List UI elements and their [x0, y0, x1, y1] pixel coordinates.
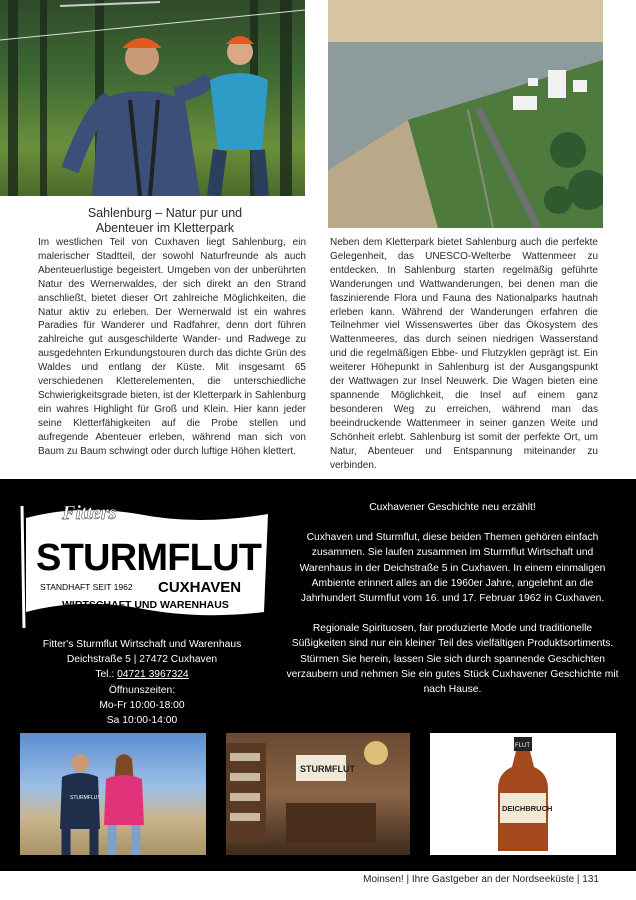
story-paragraph-2: Regionale Spirituosen, fair produzierte Mode und traditionelle Süßigkeiten sind nur ein kleiner Teil des vielfältigen Produktsortiments. Stürmen Sie herein, lassen Sie sich durch spannende Geschichten verzaubern und nehmen Sie ein gutes Stück Cuxhavener Geschichte mit nach Hause. [286, 623, 619, 696]
logo-city: CUXHAVEN [158, 579, 242, 596]
sturmflut-logo [18, 500, 274, 630]
climbing-park-photo [0, 0, 305, 196]
shop-street: Deichstraße 5 | 27472 Cuxhaven [66, 654, 218, 666]
store-sign-text: STURMFLUT [300, 764, 355, 774]
shirt-logo-text: STURMFLUT [70, 795, 101, 801]
owners-on-beach-photo [20, 733, 206, 855]
story-paragraph-1: Cuxhaven und Sturmflut, diese beiden Themen gehören einfach zusammen. Sie laufen zusammen im Sturmflut Wirtschaft und Warenhaus in der Deichstraße 5 in Cuxhaven. In einem einmaligen Ambiente erinnert alles an die 1960er Jahre, angelehnt an die Jahrhundert Sturmflut vom 16. und 17. Februar 1962 in Cuxhaven. [299, 532, 606, 605]
bottle-top-text: FLUT [515, 743, 530, 749]
logo-script: Fitters [62, 502, 117, 524]
story-title: Cuxhavener Geschichte neu erzählt! [369, 502, 536, 513]
logo-title: STURMFLUT [36, 537, 262, 579]
hours-weekday: Mo-Fr 10:00-18:00 [99, 699, 185, 711]
liquor-bottle-photo [430, 733, 616, 855]
phone-label: Tel.: [95, 669, 115, 681]
hours-saturday: Sa 10:00-14:00 [106, 715, 178, 727]
page-footer: Moinsen! | Ihre Gastgeber an der Nordseeküste | 131 [363, 874, 599, 885]
bottle-label-text: DEICHBRUCH [502, 804, 553, 813]
shop-name: Fitter's Sturmflut Wirtschaft und Warenhaus [42, 639, 242, 650]
store-interior-photo [226, 733, 410, 855]
headline-line-2: Abenteuer im Kletterpark [95, 221, 235, 235]
article-column-left: Im westlichen Teil von Cuxhaven liegt Sahlenburg, ein malerischer Stadtteil, der sowohl Naturfreunde als auch Abenteuerlustige begeistert. Umgeben von der unberührten Natur des Wernerwaldes, der sich direkt an den Strand anschließt, bietet dieser Ort zahlreiche Möglichkeiten, die Natur aktiv zu erleben. Der Wernerwald ist ein wahres Paradies für Wanderer und Radfahrer, denn dort führen zahlreiche gut ausgeschilderte Wander- und Radwege zu ausgedehnten Erkundungstouren durch das dichte Grün des Waldes und entlang der Küste. Mit insgesamt 65 verschiedenen Kletterelementen, die unterschiedliche Schwierigkeitsgrade bieten, ist der Kletterpark in Sahlenburg ein wahres Highlight für Groß und Klein. Hier kann jeder seine Kletterfähigkeiten auf die Probe stellen und aufregende Abenteuer erleben, während man sich von Baum zu Baum schwingt oder durch luftige Höhen klettert. [38, 237, 306, 457]
shop-phone-line [22, 667, 262, 682]
article-column-right: Neben dem Kletterpark bietet Sahlenburg auch die perfekte Gelegenheit, das UNESCO-Welterbe Wattenmeer zu entdecken. In Sahlenburg starten regelmäßig geführte Wanderungen und Wattwanderungen, bei denen man die faszinierende Flora und Fauna des Nationalparks hautnah erleben kann. Während der Wanderungen erfahren die Teilnehmer viel Wissenswertes über das Ökosystem des Wattenmeeres, das durch seinen niedrigen Wasserstand und die regelmäßigen Ebbe- und Flutzyklen geprägt ist. Ein weiterer Höhepunkt in Sahlenburg ist der Ausgangspunkt der Wattwagen zur Insel Neuwerk. Die Wagen bieten eine spannende Möglichkeit, die Insel auf einem ganz besonderen Weg zu erreichen, während man das beeindruckende Wattenmeer in seiner ganzen Weite und Schönheit erlebt. Sahlenburg ist somit der perfekte Ort, um Natur, Abenteuer und Entspannung miteinander zu verbinden. [330, 237, 598, 471]
headline-line-1: Sahlenburg – Natur pur und [87, 206, 243, 220]
coastline-aerial-photo [328, 0, 603, 228]
shop-story [285, 500, 620, 712]
address-block [22, 637, 262, 728]
logo-subtitle: WIRTSCHAFT UND WARENHAUS [62, 599, 229, 611]
logo-tagline: STANDHAFT SEIT 1962 [40, 582, 133, 592]
article-headline [40, 206, 290, 236]
hours-label: Öffnunszeiten: [108, 684, 176, 696]
phone-link[interactable]: 04721 3967324 [117, 669, 189, 681]
